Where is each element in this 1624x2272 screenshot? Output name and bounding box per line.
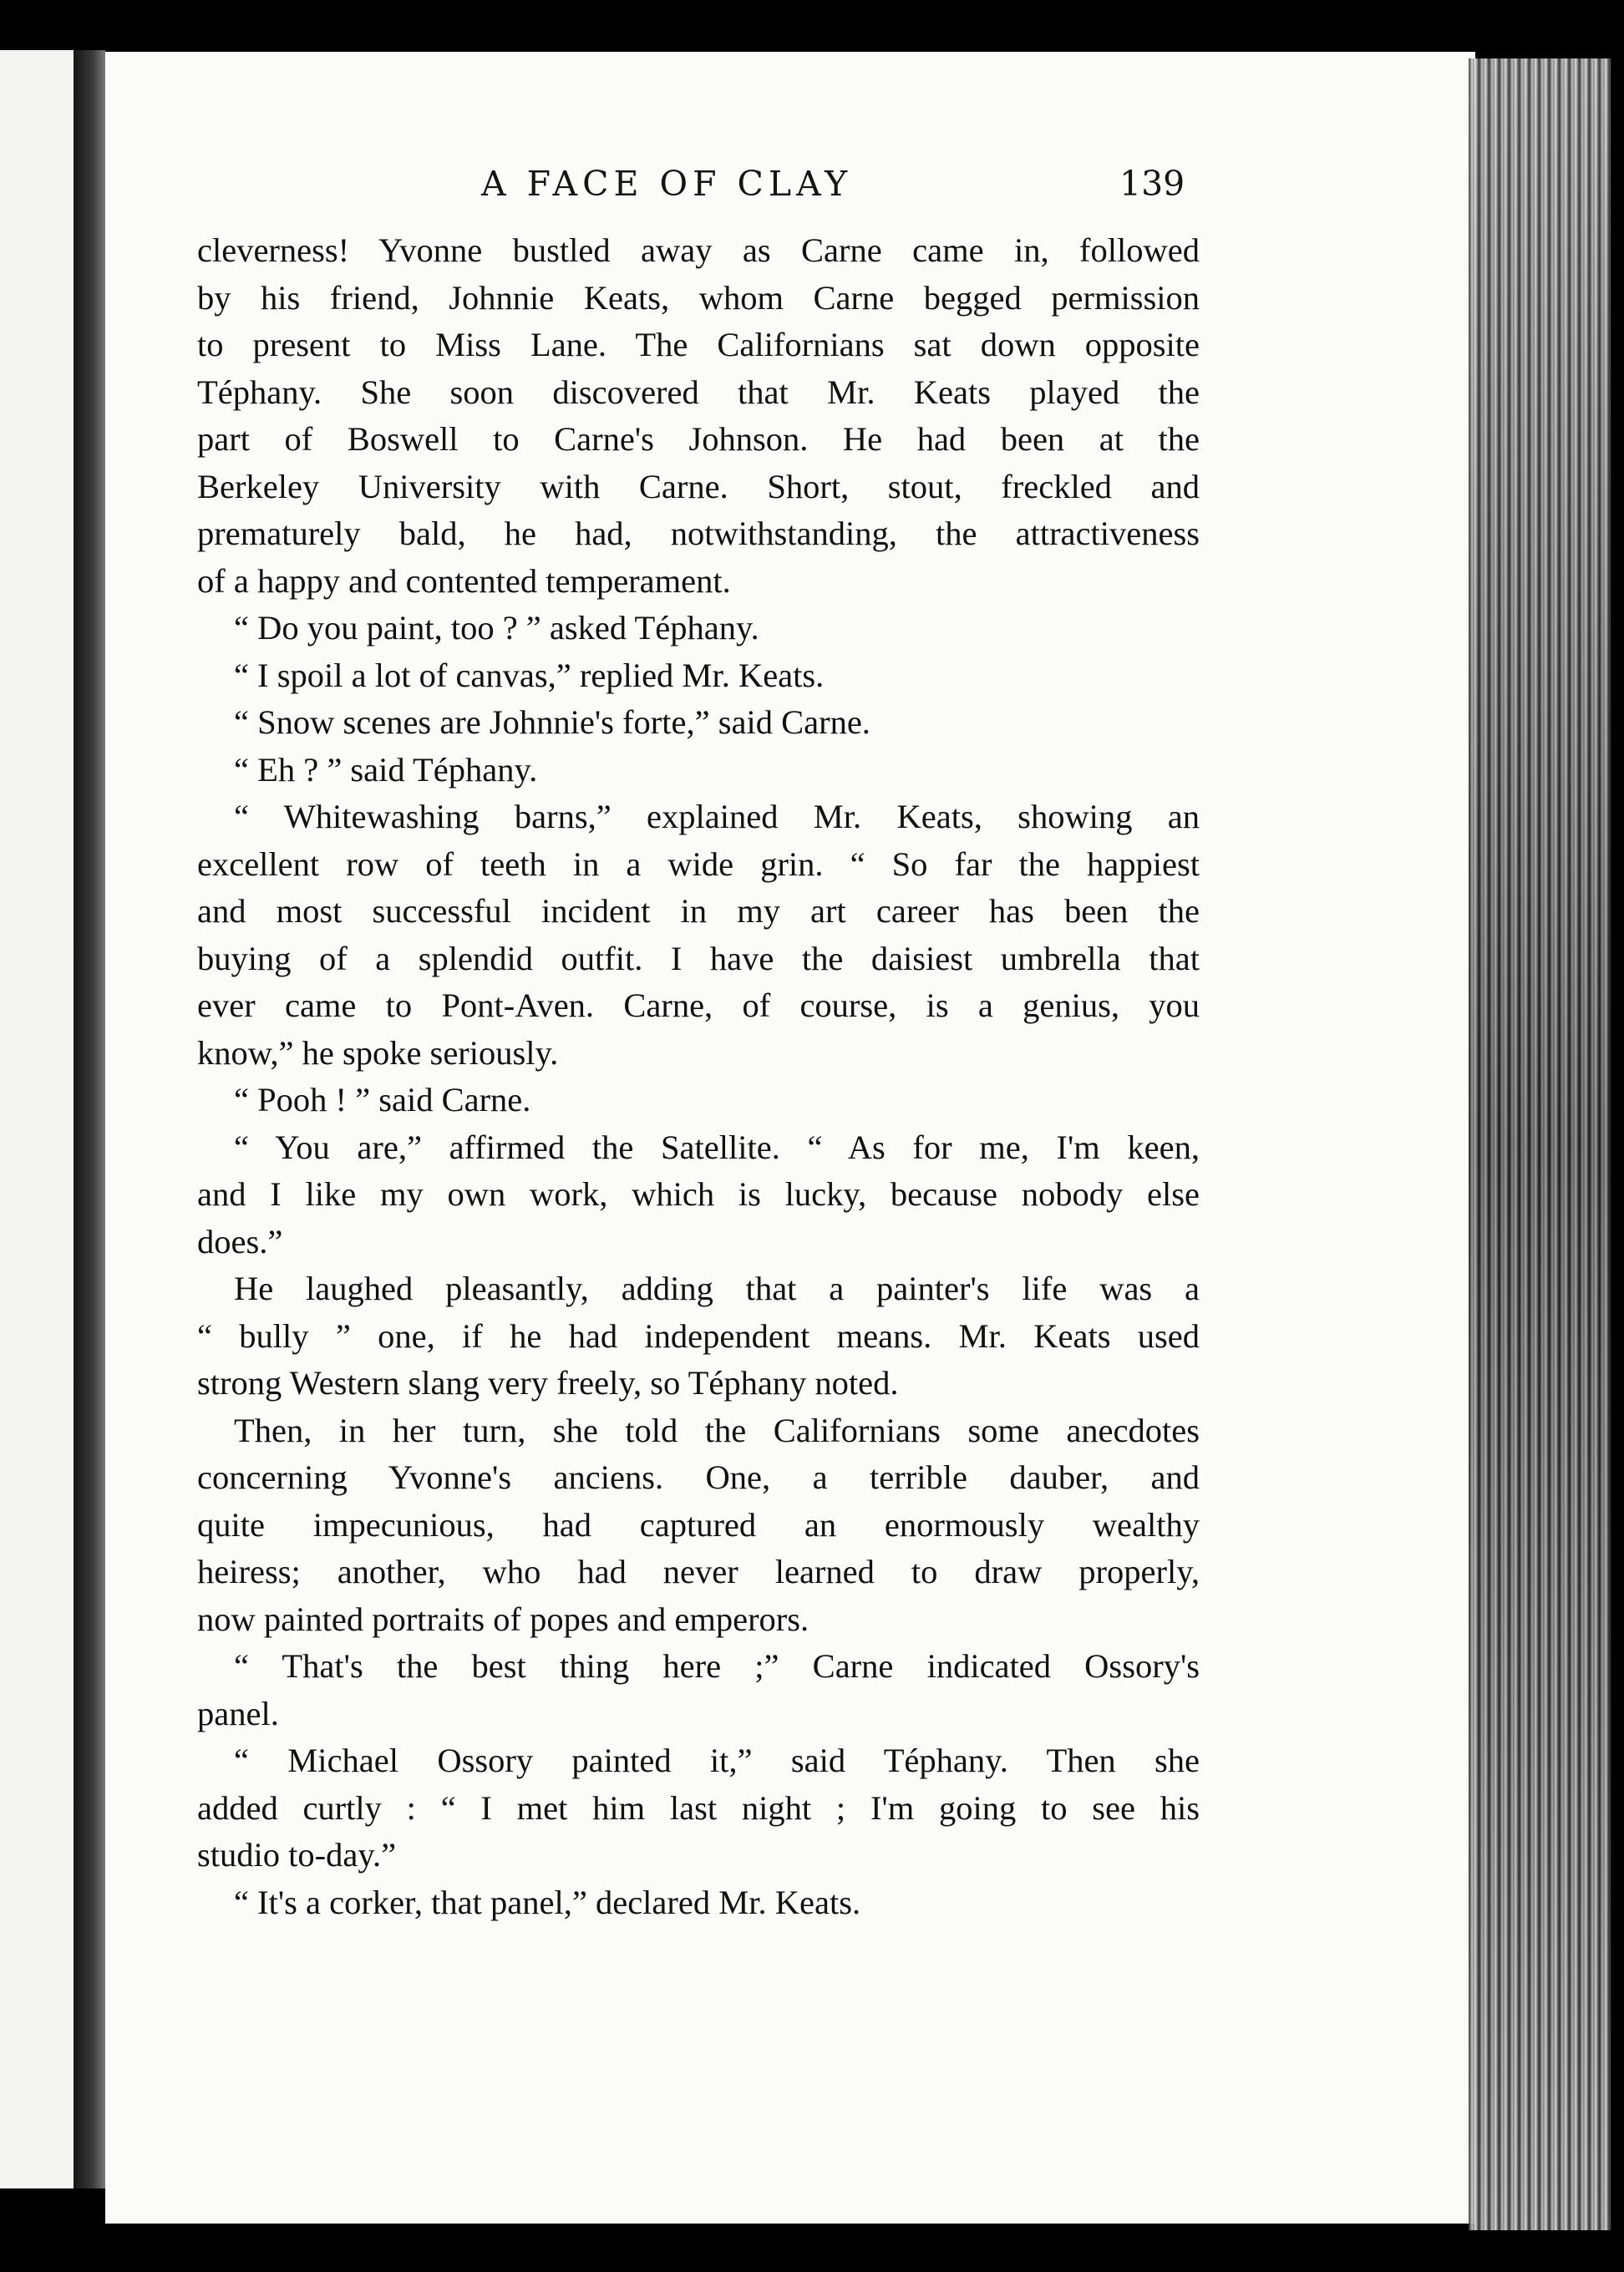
text-line: “ That's the best thing here ;” Carne indicated Ossory's	[234, 1647, 1200, 1685]
text-line: and most successful incident in my art career has been the	[197, 892, 1200, 930]
text-line: quite impecunious, had captured an enormously wealthy	[197, 1505, 1200, 1544]
running-head	[105, 164, 1475, 214]
text-line: to present to Miss Lane. The Californians sat down opposite	[197, 326, 1200, 363]
text-line: “ It's a corker, that panel,” declared Mr. Keats.	[234, 1883, 861, 1921]
page-number: 139	[1119, 164, 1185, 204]
paragraph	[197, 1643, 1200, 1737]
text-line: Then, in her turn, she told the Californians some anecdotes	[234, 1411, 1200, 1449]
book-gutter	[74, 50, 105, 2188]
text-line: “ Whitewashing barns,” explained Mr. Keats, showing an	[234, 798, 1200, 835]
text-line: by his friend, Johnnie Keats, whom Carne begged permission	[197, 278, 1200, 317]
paragraph	[197, 1407, 1200, 1644]
paragraph	[197, 652, 1200, 700]
text-line: “ I spoil a lot of canvas,” replied Mr. Keats.	[234, 656, 825, 694]
text-line: and I like my own work, which is lucky, because nobody else	[197, 1175, 1200, 1213]
text-line: cleverness! Yvonne bustled away as Carne came in, followed	[197, 231, 1200, 269]
text-line: heiress; another, who had never learned to draw properly,	[197, 1553, 1200, 1590]
text-line: “ Michael Ossory painted it,” said Téphany. Then she	[234, 1742, 1200, 1779]
text-line: strong Western slang very freely, so Téphany noted.	[197, 1364, 899, 1402]
paragraph	[197, 1077, 1200, 1124]
paragraph	[197, 1265, 1200, 1407]
running-title: A FACE OF CLAY	[481, 164, 853, 204]
paragraph	[197, 227, 1200, 605]
text-line: now painted portraits of popes and emperors.	[197, 1600, 809, 1638]
text-line: know,” he spoke seriously.	[197, 1033, 559, 1072]
left-page-edge	[0, 50, 76, 2188]
text-line: concerning Yvonne's anciens. One, a terrible dauber, and	[197, 1458, 1200, 1496]
paragraph	[197, 1879, 1200, 1927]
paragraph	[197, 747, 1200, 794]
text-line: of a happy and contented temperament.	[197, 561, 731, 600]
text-line: Berkeley University with Carne. Short, stout, freckled and	[197, 467, 1200, 505]
page-fore-edge-shade	[1469, 58, 1611, 2230]
text-line: prematurely bald, he had, notwithstanding, the attractiveness	[197, 515, 1200, 552]
paragraph	[197, 699, 1200, 747]
text-line: buying of a splendid outfit. I have the daisiest umbrella that	[197, 939, 1200, 977]
text-line: “ Do you paint, too ? ” asked Téphany.	[234, 609, 759, 647]
text-line: ever came to Pont-Aven. Carne, of course, is a genius, you	[197, 986, 1200, 1024]
text-line: He laughed pleasantly, adding that a painter's life was a	[234, 1270, 1200, 1307]
text-line: “ Pooh ! ” said Carne.	[234, 1081, 531, 1118]
text-line: part of Boswell to Carne's Johnson. He had been at the	[197, 420, 1200, 458]
text-line: “ Eh ? ” said Téphany.	[234, 750, 538, 789]
text-line: excellent row of teeth in a wide grin. “ So far the happiest	[197, 844, 1200, 883]
paragraph	[197, 794, 1200, 1077]
text-line: does.”	[197, 1222, 283, 1260]
paragraph	[197, 1737, 1200, 1879]
text-line: panel.	[197, 1694, 279, 1732]
text-line: Téphany. She soon discovered that Mr. Keats played the	[197, 373, 1200, 411]
text-line: “ Snow scenes are Johnnie's forte,” said Carne.	[234, 703, 870, 741]
text-line: studio to-day.”	[197, 1836, 397, 1874]
paragraph	[197, 605, 1200, 652]
text-line: “ You are,” affirmed the Satellite. “ As for me, I'm keen,	[234, 1128, 1200, 1166]
text-line: added curtly : “ I met him last night ; I'm going to see his	[197, 1788, 1200, 1827]
paragraph	[197, 1124, 1200, 1266]
text-line: “ bully ” one, if he had independent means. Mr. Keats used	[197, 1316, 1200, 1355]
body-text	[197, 227, 1200, 1926]
